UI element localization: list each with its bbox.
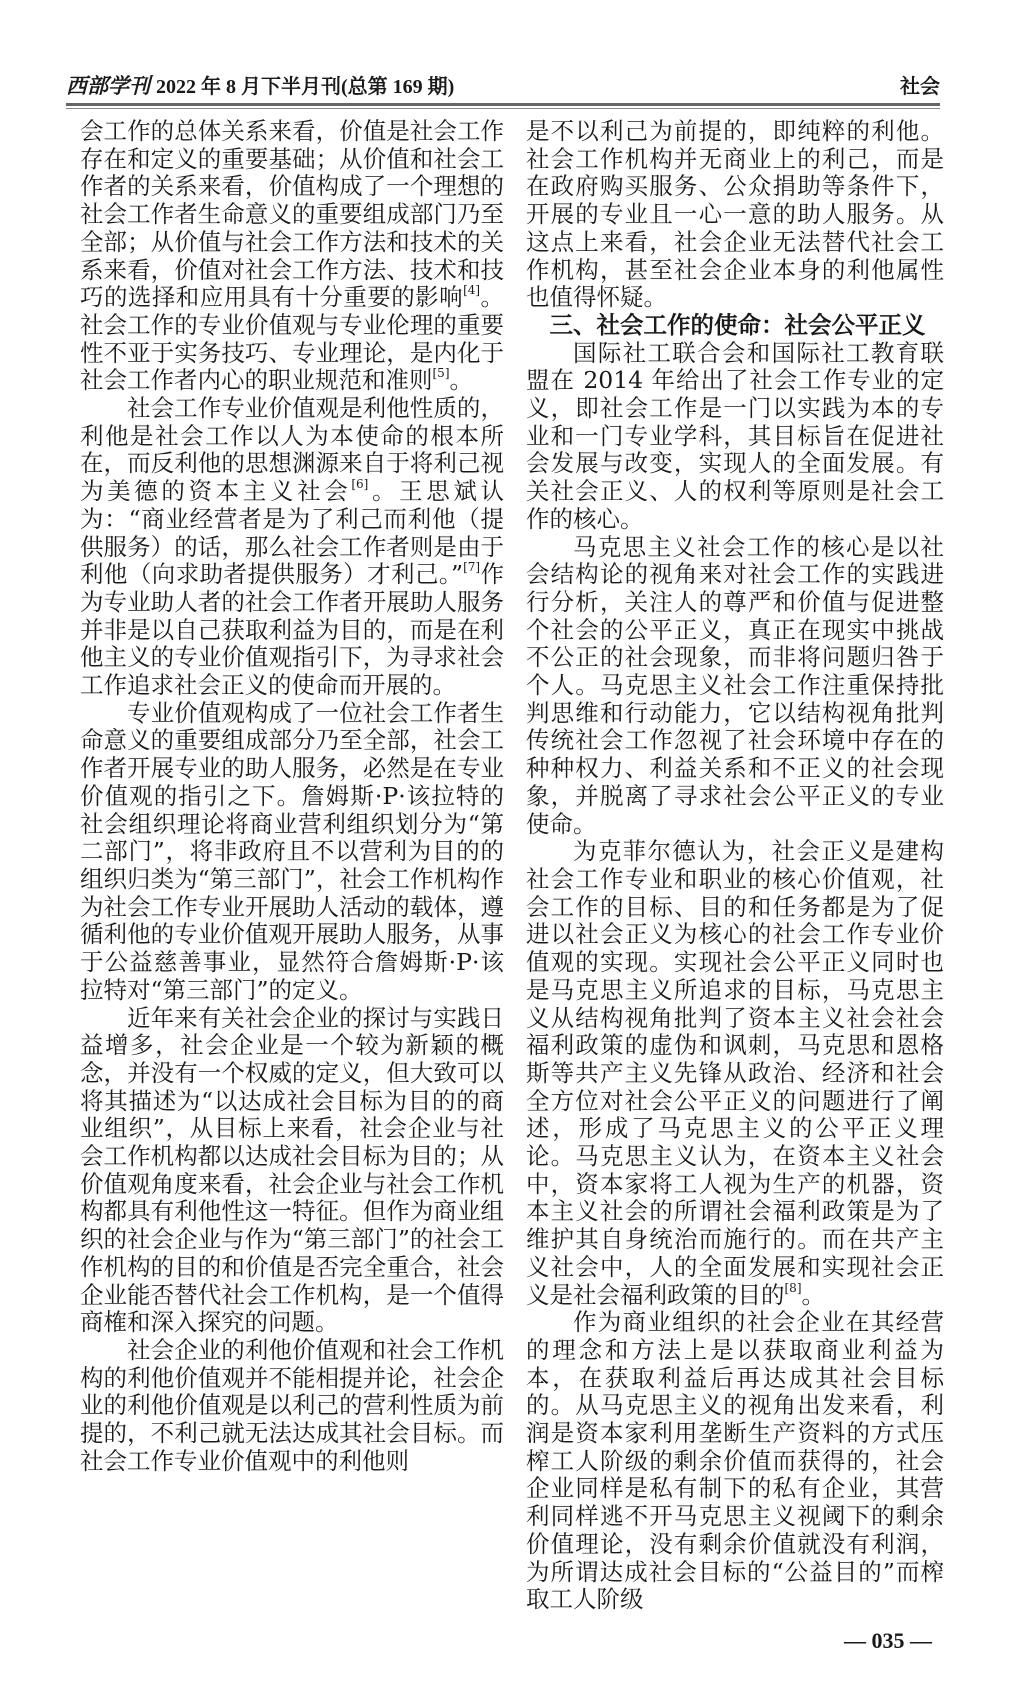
paragraph-text: 作为商业组织的社会企业在其经营的理念和方法上是以获取商业利益为本，在获取利益后再达成其社会目标的。从马克思主义的视角出发来看，利润是资本家利用垄断生产资料的方式压榨工人阶级的剩余价值而获得的，社会企业同样是私有制下的私有企业，其营利同样逃不开马克思主义视阈下的剩余价值理论，没有剩余价值就没有利润，为所谓达成社会目标的“公益目的”而榨取工人阶级 — [526, 1308, 944, 1614]
paragraph-text: 马克思主义社会工作的核心是以社会结构论的视角来对社会工作的实践进行分析，关注人的尊严和价值与促进整个社会的公平正义，真正在现实中挑战不公正的社会现象，而非将问题归咎于个人。马克思主义社会工作注重保持批判思维和行动能力，它以结构视角批判传统社会工作忽视了社会环境中存在的种种权力、利益关系和不正义的社会现象，并脱离了寻求社会公平正义的专业使命。 — [526, 532, 944, 838]
paragraph — [526, 534, 944, 839]
paragraph — [80, 118, 504, 395]
header-rule — [66, 103, 940, 106]
right-column — [526, 118, 944, 1614]
paragraph — [80, 700, 504, 1005]
paragraph — [526, 838, 944, 1309]
left-column — [80, 118, 504, 1475]
paragraph-text: 作为专业助人者的社会工作者开展助人服务并非是以自己获取利益为目的，而是在利他主义的专业价值观指引下，为寻求社会工作追求社会正义的使命而开展的。 — [80, 560, 505, 700]
citation-ref: [6] — [351, 477, 369, 492]
paragraph-text: 。王思斌认为：“商业经营者是为了利己而利他（提供服务）的话，那么社会工作者则是由于利他（向求助者提供服务）才利己。” — [80, 477, 505, 589]
paragraph — [526, 340, 944, 534]
section-name: 社会 — [900, 74, 940, 98]
paragraph — [80, 395, 504, 700]
paragraph-text: 社会企业的利他价值观和社会工作机构的利他价值观并不能相提并论，社会企业的利他价值观是以利己的营利性质为前提的，不利己就无法达成其社会目标。而社会工作专业价值观中的利他则 — [80, 1335, 504, 1475]
paragraph-text: 近年来有关社会企业的探讨与实践日益增多，社会企业是一个较为新颖的概念，并没有一个权威的定义，但大致可以将其描述为“以达成社会目标为目的的商业组织”，从目标上来看，社会企业与社会工作机构都以达成社会目标为目的；从价值观角度来看，社会企业与社会工作机构都具有利他性这一特征。但作为商业组织的社会企业与作为“第三部门”的社会工作机构的目的和价值是否完全重合，社会企业能否替代社会工作机构，是一个值得商榷和深入探究的问题。 — [80, 1003, 504, 1337]
paragraph-text: 。社会工作的专业价值观与专业伦理的重要性不亚于实务技巧、专业理论，是内化于社会工作者内心的职业规范和准则 — [80, 283, 505, 395]
paragraph-text: 社会工作专业价值观是利他性质的，利他是社会工作以人为本使命的根本所在，而反利他的思想渊源来自于将利己视为美德的资本主义社会 — [80, 394, 504, 506]
paragraph-text: 国际社工联合会和国际社工教育联盟在 2014 年给出了社会工作专业的定义，即社会工作是一门以实践为本的专业和一门专业学科，其目标旨在促进社会发展与改变，实现人的全面发展。有关社会正义、人的权利等原则是社会工作的核心。 — [526, 338, 944, 533]
journal-logo: 西部学刊 — [66, 73, 150, 98]
paragraph — [526, 118, 944, 312]
section-heading: 三、社会工作的使命：社会公平正义 — [549, 310, 926, 339]
paragraph-text: 是不以利己为前提的，即纯粹的利他。社会工作机构并无商业上的利己，而是在政府购买服务、公众捐助等条件下，开展的专业且一心一意的助人服务。从这点上来看，社会企业无法替代社会工作机构，甚至社会企业本身的利他属性也值得怀疑。 — [526, 117, 944, 312]
paragraph-text: 为克菲尔德认为，社会正义是建构社会工作专业和职业的核心价值观，社会工作的目标、目的和任务都是为了促进以社会正义为核心的社会工作专业价值观的实现。实现社会公平正义同时也是马克思主义所追求的目标，马克思主义从结构视角批判了资本主义社会社会福利政策的虚伪和讽刺，马克思和恩格斯等共产主义先锋从政治、经济和社会全方位对社会公平正义的问题进行了阐述，形成了马克思主义的公平正义理论。马克思主义认为，在资本主义社会中，资本家将工人视为生产的机器，资本主义社会的所谓社会福利政策是为了维护其自身统治而施行的。而在共产主义社会中，人的全面发展和实现社会正义是社会福利政策的目的 — [526, 837, 944, 1309]
paragraph — [80, 1005, 504, 1337]
paragraph-text: 专业价值观构成了一位社会工作者生命意义的重要组成部分乃至全部，社会工作者开展专业的助人服务，必然是在专业价值观的指引之下。詹姆斯·P·该拉特的社会组织理论将商业营利组织划分为“第二部门”，将非政府且不以营利为目的的组织归类为“第三部门”，社会工作机构作为社会工作专业开展助人活动的载体，遵循利他的专业价值观开展助人服务，从事于公益慈善事业，显然符合詹姆斯·P·该拉特对“第三部门”的定义。 — [80, 698, 504, 1004]
paragraph — [526, 1309, 944, 1614]
body-columns — [80, 118, 944, 1614]
citation-ref: [5] — [432, 366, 450, 381]
citation-ref: [4] — [463, 283, 481, 298]
paragraph-text: 。 — [801, 1280, 825, 1309]
running-header — [66, 70, 940, 100]
header-rule-thin — [66, 108, 940, 109]
paragraph — [80, 1337, 504, 1476]
paragraph-text: 会工作的总体关系来看，价值是社会工作存在和定义的重要基础；从价值和社会工作者的关系来看，价值构成了一个理想的社会工作者生命意义的重要组成部门乃至全部；从价值与社会工作方法和技术的关系来看，价值对社会工作方法、技术和技巧的选择和应用具有十分重要的影响 — [80, 117, 504, 312]
citation-ref: [7] — [463, 560, 481, 575]
page-number: — 035 — — [844, 1627, 932, 1653]
citation-ref: [8] — [784, 1280, 802, 1295]
paragraph-text: 。 — [449, 366, 473, 395]
issue-info: 2022 年 8 月下半月刊(总第 169 期) — [156, 76, 455, 98]
